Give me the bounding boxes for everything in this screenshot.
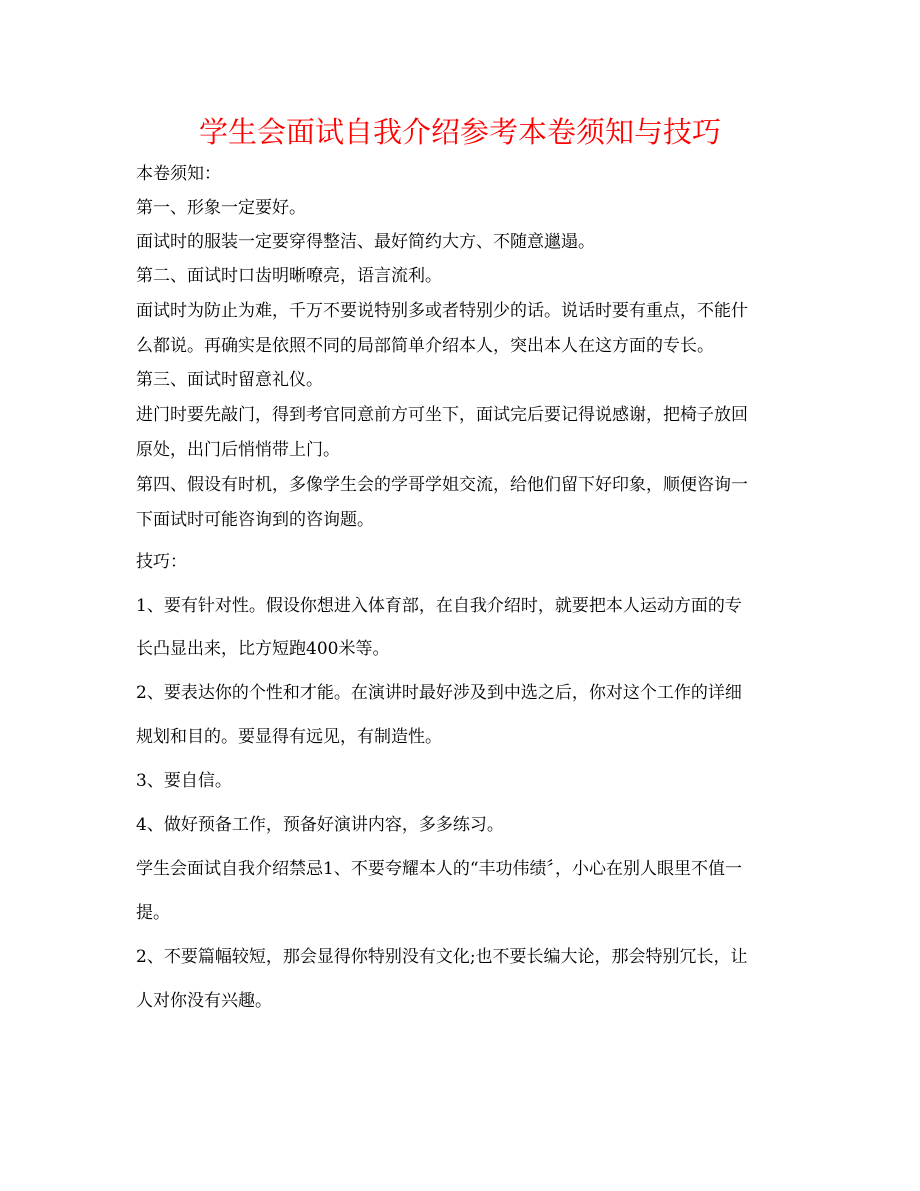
paragraph-line: 进门时要先敲门，得到考官同意前方可坐下，面试完后要记得说感谢，把椅子放回 (136, 405, 748, 425)
tips-section (136, 584, 786, 1023)
paragraph-line: 提。 (136, 903, 170, 923)
paragraph-line: 人对你没有兴趣。 (136, 991, 272, 1011)
paragraph-line: 面试时为防止为难，千万不要说特别多或者特别少的话。说话时要有重点，不能什 (136, 301, 748, 321)
paragraph-line: 第三、面试时留意礼仪。 (136, 370, 323, 390)
paragraph-line: 么都说。再确实是依照不同的局部简单介绍本人，突出本人在这方面的专长。 (136, 336, 714, 356)
paragraph-line: 第二、面试时口齿明晰嘹亮，语言流利。 (136, 266, 442, 286)
paragraph-line: 第一、形象一定要好。 (136, 198, 306, 218)
paragraph-line: 下面试时可能咨询到的咨询题。 (136, 510, 374, 530)
paragraph-line: 3、要自信。 (136, 771, 232, 791)
tips-heading: 技巧： (136, 552, 187, 572)
paragraph-line: 规划和目的。要显得有远见，有制造性。 (136, 727, 442, 747)
document-title: 学生会面试自我介绍参考本卷须知与技巧 (198, 115, 721, 149)
tips-heading-block (136, 545, 786, 579)
paragraph-line: 长凸显出来，比方短跑400米等。 (136, 639, 390, 659)
paragraph-line: 2、不要篇幅较短，那会显得你特别没有文化;也不要长编大论，那会特别冗长，让 (136, 947, 748, 967)
notes-heading: 本卷须知： (136, 164, 221, 184)
notes-section (136, 157, 786, 537)
paragraph-line: 第四、假设有时机，多像学生会的学哥学姐交流，给他们留下好印象，顺便咨询一 (136, 475, 748, 495)
paragraph-line: 原处，出门后悄悄带上门。 (136, 440, 340, 460)
paragraph-line: 面试时的服装一定要穿得整洁、最好简约大方、不随意邋遢。 (136, 232, 595, 252)
paragraph-line: 学生会面试自我介绍禁忌1、不要夸耀本人的“丰功伟绩〞，小心在别人眼里不值一 (136, 859, 743, 879)
paragraph-line: 4、做好预备工作，预备好演讲内容，多多练习。 (136, 815, 504, 835)
paragraph-line: 2、要表达你的个性和才能。在演讲时最好涉及到中选之后，你对这个工作的详细 (136, 683, 742, 703)
paragraph-line: 1、要有针对性。假设你想进入体育部，在自我介绍时，就要把本人运动方面的专 (136, 596, 742, 616)
